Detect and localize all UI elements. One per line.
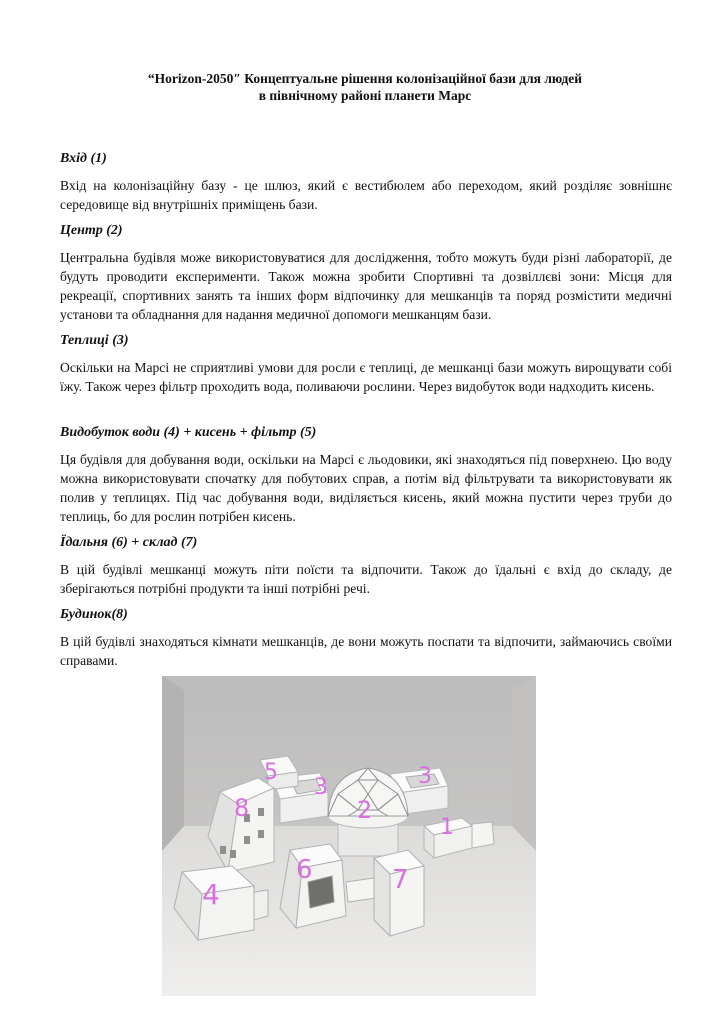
document-title-line-1: “Horizon-2050″ Концептуальне рішення колонізаційної бази для людей — [147, 71, 583, 86]
photo-label-5: 5 — [264, 760, 278, 785]
section-text-water-extraction: Ця будівля для добування води, оскільки на Марсі є льодовики, які знаходяться під поверхнею. Цю воду можна використовувати спочатку для побутових справ, а потім від фільтрувати та використовувати як полив у теплицях. Під час добування води, виділяється кисень, який можна пустити через труби до теплиць, бо для рослин потрібен кисень. — [60, 452, 672, 524]
photo-label-2: 2 — [357, 796, 373, 824]
section-text-residence: В цій будівлі знаходяться кімнати мешканців, де вони можуть поспати та відпочити, займаючись своїми справами. — [60, 634, 672, 668]
document-title-line-2: в північному районі планети Марс — [258, 88, 472, 103]
photo-label-8: 8 — [234, 794, 250, 822]
section-text-canteen-storage: В цій будівлі мешканці можуть піти поїсти та відпочити. Також до їдальні є вхід до складу, де зберігаються потрібні продукти та інші потрібні речі. — [60, 562, 672, 596]
section-text-greenhouses: Оскільки на Марсі не сприятливі умови для росли є теплиці, де мешканці бази можуть вирощувати собі їжу. Також через фільтр проходить вода, поливаючи рослини. Через видобуток води надходить кисень. — [60, 360, 672, 394]
model-photo — [162, 676, 536, 996]
section-heading-entrance: Вхід (1) — [60, 151, 107, 166]
photo-label-7: 7 — [392, 865, 409, 895]
section-heading-residence: Будинок(8) — [60, 607, 128, 622]
section-heading-greenhouses: Теплиці (3) — [60, 333, 129, 348]
section-text-entrance: Вхід на колонізаційну базу - це шлюз, який є вестибюлем або переходом, який розділяє зовнішнє середовище від внутрішніх приміщень бази. — [60, 178, 672, 212]
photo-label-6: 6 — [296, 855, 313, 885]
photo-label-3-left: 3 — [314, 775, 328, 800]
section-heading-center: Центр (2) — [60, 223, 123, 238]
photo-label-4: 4 — [202, 878, 220, 911]
photo-label-1: 1 — [440, 815, 454, 840]
photo-label-3-right: 3 — [418, 764, 432, 789]
section-heading-water-extraction: Видобуток води (4) + кисень + фільтр (5) — [60, 425, 317, 440]
section-heading-canteen-storage: Їдальня (6) + склад (7) — [60, 535, 198, 550]
section-text-center: Центральна будівля може використовуватися для дослідження, тобто можуть буди різні лабораторії, де будуть проводити експерименти. Також можна зробити Спортивні та дозвіллєві зони: Місця для рекреації, спортивних занять та інших форм відпочинку для мешканців та поряд розмістити медичні установи та обладнання для надання медичної допомоги мешканцям бази. — [60, 250, 672, 322]
